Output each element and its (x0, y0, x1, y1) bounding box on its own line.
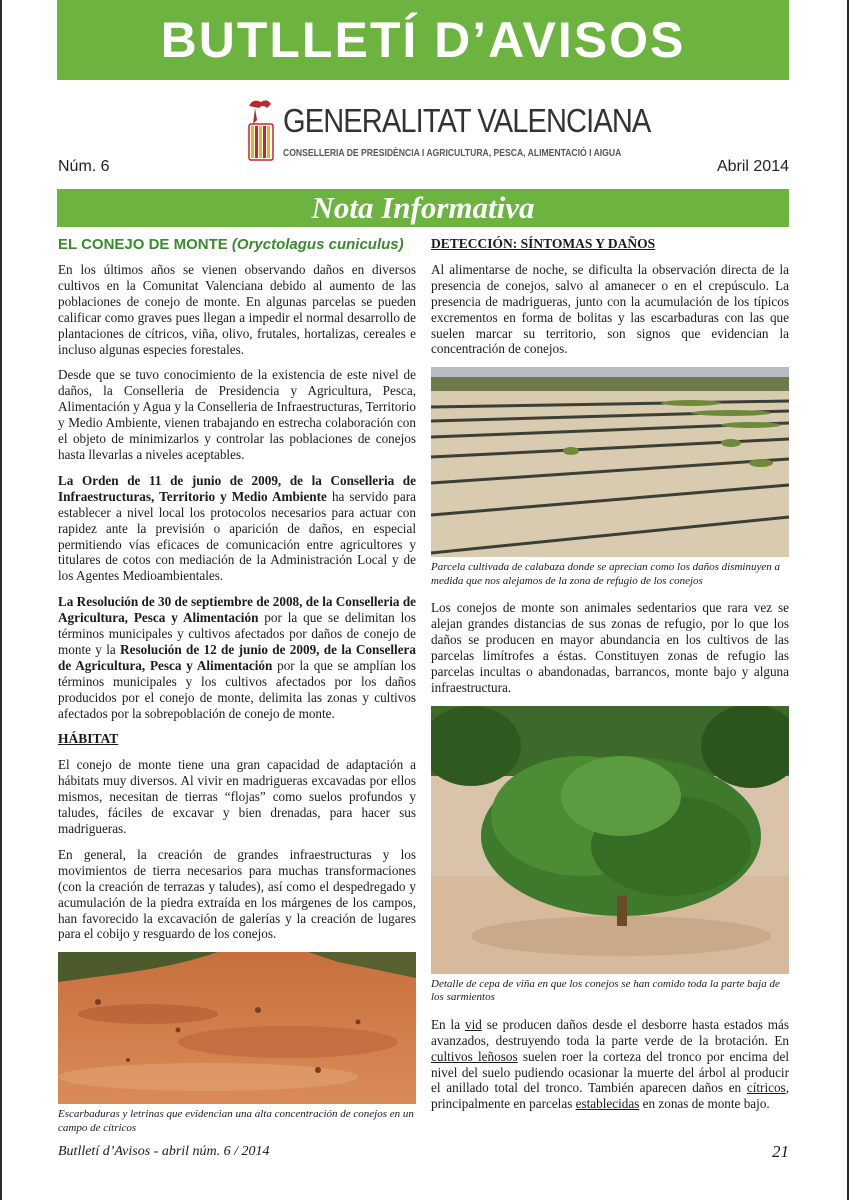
right-column (431, 236, 789, 1122)
resolucion-title-1: La Resolución de 30 de septiembre de 2008, de la Conselleria de Agricultura, Pesca y Alimentación (58, 594, 417, 626)
pumpkin-field-image (431, 367, 789, 557)
section-bar (57, 189, 789, 227)
header-banner (57, 0, 789, 80)
crops-text-e: en zonas de monte bajo. (639, 1096, 770, 1112)
habitat-heading: HÁBITAT (58, 731, 119, 747)
habitat-paragraph: El conejo de monte tiene una gran capacidad de adaptación a hábitats muy diversos. Al vivir en madrigueras excavadas por ellos mismos, necesitan de tierras “flojas” como suelos profundos y taludes, fáciles de excavar y bien drenadas, para hacer sus madrigueras. (58, 757, 416, 836)
crops-paragraph (431, 1017, 789, 1112)
section-title: Nota Informativa (311, 190, 535, 225)
refuge-paragraph: Los conejos de monte son animales sedentarios que rara vez se alejan grandes distancias de sus zonas de refugio, por lo que los daños se producen en mayor abundancia en los cultivos de las parcelas limítrofes a éstas. Constituyen zonas de refugio las parcelas incultas o abandonadas, barrancos, monte bajo y alguna infraestructura. (431, 600, 789, 695)
orden-title: La Orden de 11 de junio de 2009, de la Conselleria de Infraestructuras, Territorio y Medio Ambiente (58, 472, 416, 504)
detection-heading: DETECCIÓN: SÍNTOMAS Y DAÑOS (431, 236, 656, 251)
page-number: 21 (772, 1142, 789, 1161)
crops-text-d: , principalmente en parcelas (431, 1080, 789, 1112)
crops-text-a: En la (431, 1016, 465, 1032)
term-cultivos-lenosos: cultivos leñosos (431, 1048, 518, 1064)
page-border-left (0, 0, 2, 1200)
issue-number: Núm. 6 (58, 158, 110, 175)
infrastructure-paragraph: En general, la creación de grandes infraestructuras y los movimientos de tierra necesarios para muchas transformaciones (con la creación de terrazas y taludes), así como el despedregado y acumulación de la piedra extraída en los márgenes de los campos, han favorecido la excavación de galerías y la creación de lugares para el cobijo y resguardo de los conejos. (58, 846, 416, 942)
coat-of-arms-icon (245, 98, 277, 164)
caption-pumpkin-field: Parcela cultivada de calabaza donde se aprecian como los daños disminuyen a medida que nos alejamos de la zona de refugio de los conejos (431, 561, 780, 587)
resolucion-text-1: por la que se delimitan los términos municipales y cultivos afectados por daños de conejo de monte y la (58, 610, 416, 657)
issue-date: Abril 2014 (716, 158, 789, 175)
term-vid: vid (465, 1016, 482, 1032)
banner-title: BUTLLETÍ D’AVISOS (160, 12, 686, 68)
term-citricos: cítricos (746, 1080, 786, 1096)
logo-subtitle: CONSELLERIA DE PRESIDÈNCIA I AGRICULTURA, PESCA, ALIMENTACIÓ I AIGUA (283, 148, 622, 159)
orden-text: ha servido para establecer a nivel local los protocolos necesarios para actuar con rapidez ante la previsión o aparición de daños, en especial permitiendo vías eficaces de comunicación entre agricultores y titulares de cotos con mediación de la Administración Local y de los Agentes Medioambientales. (58, 488, 416, 584)
crops-text-c: suelen roer la corteza del tronco por encima del nivel del suelo pudiendo ocasionar la muerte del árbol al producir el anillado total del tronco. También aparecen daños en (431, 1048, 789, 1096)
left-column (58, 236, 416, 1147)
intro-paragraph: En los últimos años se vienen observando daños en diversos cultivos en la Comunitat Valenciana debido al aumento de las poblaciones de conejo de monte. En algunas parcelas se pueden calificar como graves pues llegan a impedir el normal desarrollo de plantaciones de cítricos, viña, olivo, frutales, hortalizas, cereales e incluso algunas especies forestales. (58, 262, 416, 357)
photo-vine (431, 706, 789, 974)
term-establecidas: establecidas (575, 1096, 640, 1112)
article-title-main: EL CONEJO DE MONTE (58, 236, 228, 253)
resolucion-paragraph (58, 594, 416, 721)
caption-vine: Detalle de cepa de viña en que los conejos se han comido toda la parte baja de los sarmientos (431, 977, 780, 1004)
citrus-field-image (58, 952, 416, 1104)
photo-pumpkin-field (431, 367, 789, 557)
vine-image (431, 706, 789, 974)
resolucion-text-2: por la que se amplían los términos municipales y los cultivos afectados por los daños producidos por el conejo de monte, delimita las zonas y cultivos afectados por la sobrepoblación de conejo de monte. (58, 657, 416, 721)
detection-paragraph: Al alimentarse de noche, se dificulta la observación directa de la presencia de conejos, salvo al amanecer o en el crepúsculo. La presencia de madrigueras, junto con la acumulación de los típicos excrementos en forma de bolitas y las escarbaduras con las que suelen marcar su territorio, son signos que evidencian la concentración de conejos. (431, 261, 789, 357)
collaboration-paragraph: Desde que se tuvo conocimiento de la existencia de este nivel de daños, la Conselleria de Presidencia y Agricultura, Pesca, Alimentación y Agua y la Conselleria de Infraestructuras, Territorio y Medio Ambiente, vienen trabajando en estrecha colaboración con el objeto de minimizarlos y controlar las poblaciones de conejos hasta llevarlas a niveles aceptables. (58, 367, 416, 462)
crops-text-b: se producen daños desde el desborre hasta estados más avanzados, destruyendo toda la parte verde de la brotación. En (431, 1016, 789, 1048)
resolucion-title-2: Resolución de 12 de junio de 2009, de la Consellera de Agricultura, Pesca y Alimentación (58, 641, 416, 673)
photo-citrus-field (58, 952, 416, 1104)
article-title (58, 236, 416, 254)
caption-citrus-field: Escarbaduras y letrinas que evidencian una alta concentración de conejos en un campo de cítricos (58, 1108, 414, 1134)
footer-publication: Butlletí d’Avisos - abril núm. 6 / 2014 (58, 1144, 270, 1159)
orden-paragraph (58, 473, 416, 584)
logo-name: GENERALITAT VALENCIANA (283, 102, 651, 139)
article-title-latin: (Oryctolagus cuniculus) (231, 236, 404, 253)
generalitat-logo (245, 98, 651, 164)
